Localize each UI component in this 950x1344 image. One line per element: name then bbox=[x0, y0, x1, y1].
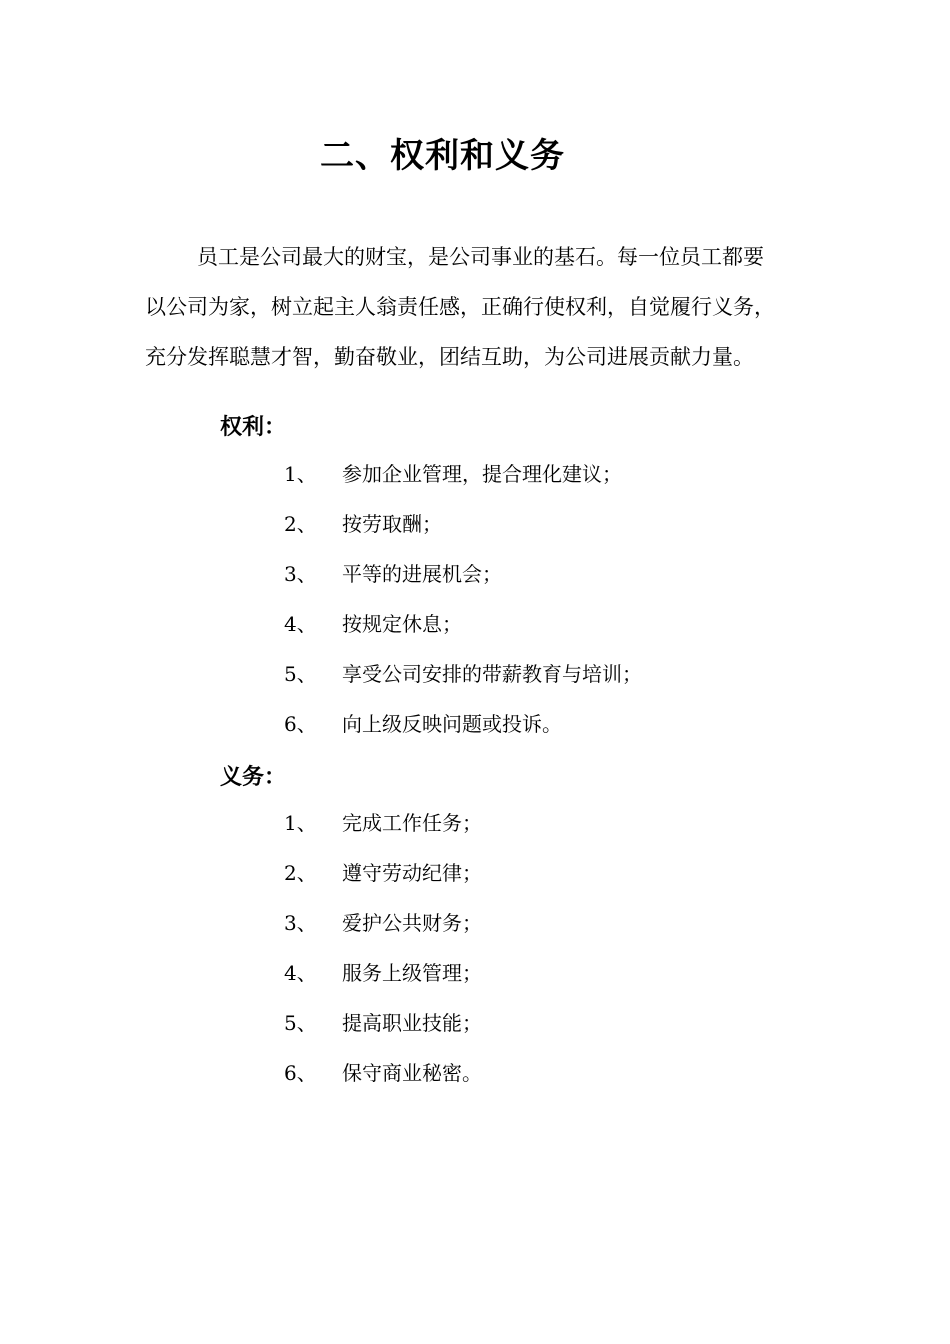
list-item bbox=[284, 599, 642, 649]
list-item-text: 平等的进展机会； bbox=[342, 562, 502, 586]
list-item-number: 3、 bbox=[284, 562, 317, 586]
list-item-text: 服务上级管理； bbox=[342, 961, 482, 985]
list-item bbox=[284, 998, 482, 1048]
duties-list bbox=[284, 798, 482, 1098]
rights-heading: 权利： bbox=[220, 415, 287, 440]
list-item-text: 保守商业秘密。 bbox=[342, 1061, 482, 1085]
list-item-text: 完成工作任务； bbox=[342, 811, 482, 835]
intro-line: 员工是公司最大的财宝，是公司事业的基石。每一位员工都要 bbox=[197, 245, 764, 269]
intro-line: 充分发挥聪慧才智，勤奋敬业，团结互助，为公司进展贡献力量。 bbox=[145, 345, 754, 369]
list-item-number: 6、 bbox=[284, 712, 317, 736]
list-item bbox=[284, 898, 482, 948]
list-item bbox=[284, 499, 642, 549]
list-item-text: 按劳取酬； bbox=[342, 512, 442, 536]
list-item-number: 1、 bbox=[284, 462, 317, 486]
list-item-number: 1、 bbox=[284, 811, 317, 835]
list-item-text: 参加企业管理，提合理化建议； bbox=[342, 462, 622, 486]
list-item-number: 2、 bbox=[284, 512, 317, 536]
list-item bbox=[284, 449, 642, 499]
list-item bbox=[284, 948, 482, 998]
list-item-number: 3、 bbox=[284, 911, 317, 935]
list-item-text: 提高职业技能； bbox=[342, 1011, 482, 1035]
list-item bbox=[284, 699, 642, 749]
list-item-number: 5、 bbox=[284, 662, 317, 686]
list-item bbox=[284, 549, 642, 599]
list-item bbox=[284, 1048, 482, 1098]
list-item-text: 享受公司安排的带薪教育与培训； bbox=[342, 662, 642, 686]
page-title: 二、权利和义务 bbox=[320, 136, 565, 176]
list-item-text: 爱护公共财务； bbox=[342, 911, 482, 935]
list-item-number: 4、 bbox=[284, 961, 317, 985]
list-item-text: 按规定休息； bbox=[342, 612, 462, 636]
list-item bbox=[284, 649, 642, 699]
intro-line: 以公司为家，树立起主人翁责任感，正确行使权利，自觉履行义务， bbox=[145, 295, 775, 319]
list-item bbox=[284, 848, 482, 898]
list-item bbox=[284, 798, 482, 848]
list-item-number: 6、 bbox=[284, 1061, 317, 1085]
intro-paragraph bbox=[145, 232, 825, 382]
list-item-number: 4、 bbox=[284, 612, 317, 636]
list-item-number: 5、 bbox=[284, 1011, 317, 1035]
rights-list bbox=[284, 449, 642, 749]
duties-heading: 义务： bbox=[220, 765, 287, 790]
list-item-number: 2、 bbox=[284, 861, 317, 885]
list-item-text: 遵守劳动纪律； bbox=[342, 861, 482, 885]
list-item-text: 向上级反映问题或投诉。 bbox=[342, 712, 562, 736]
